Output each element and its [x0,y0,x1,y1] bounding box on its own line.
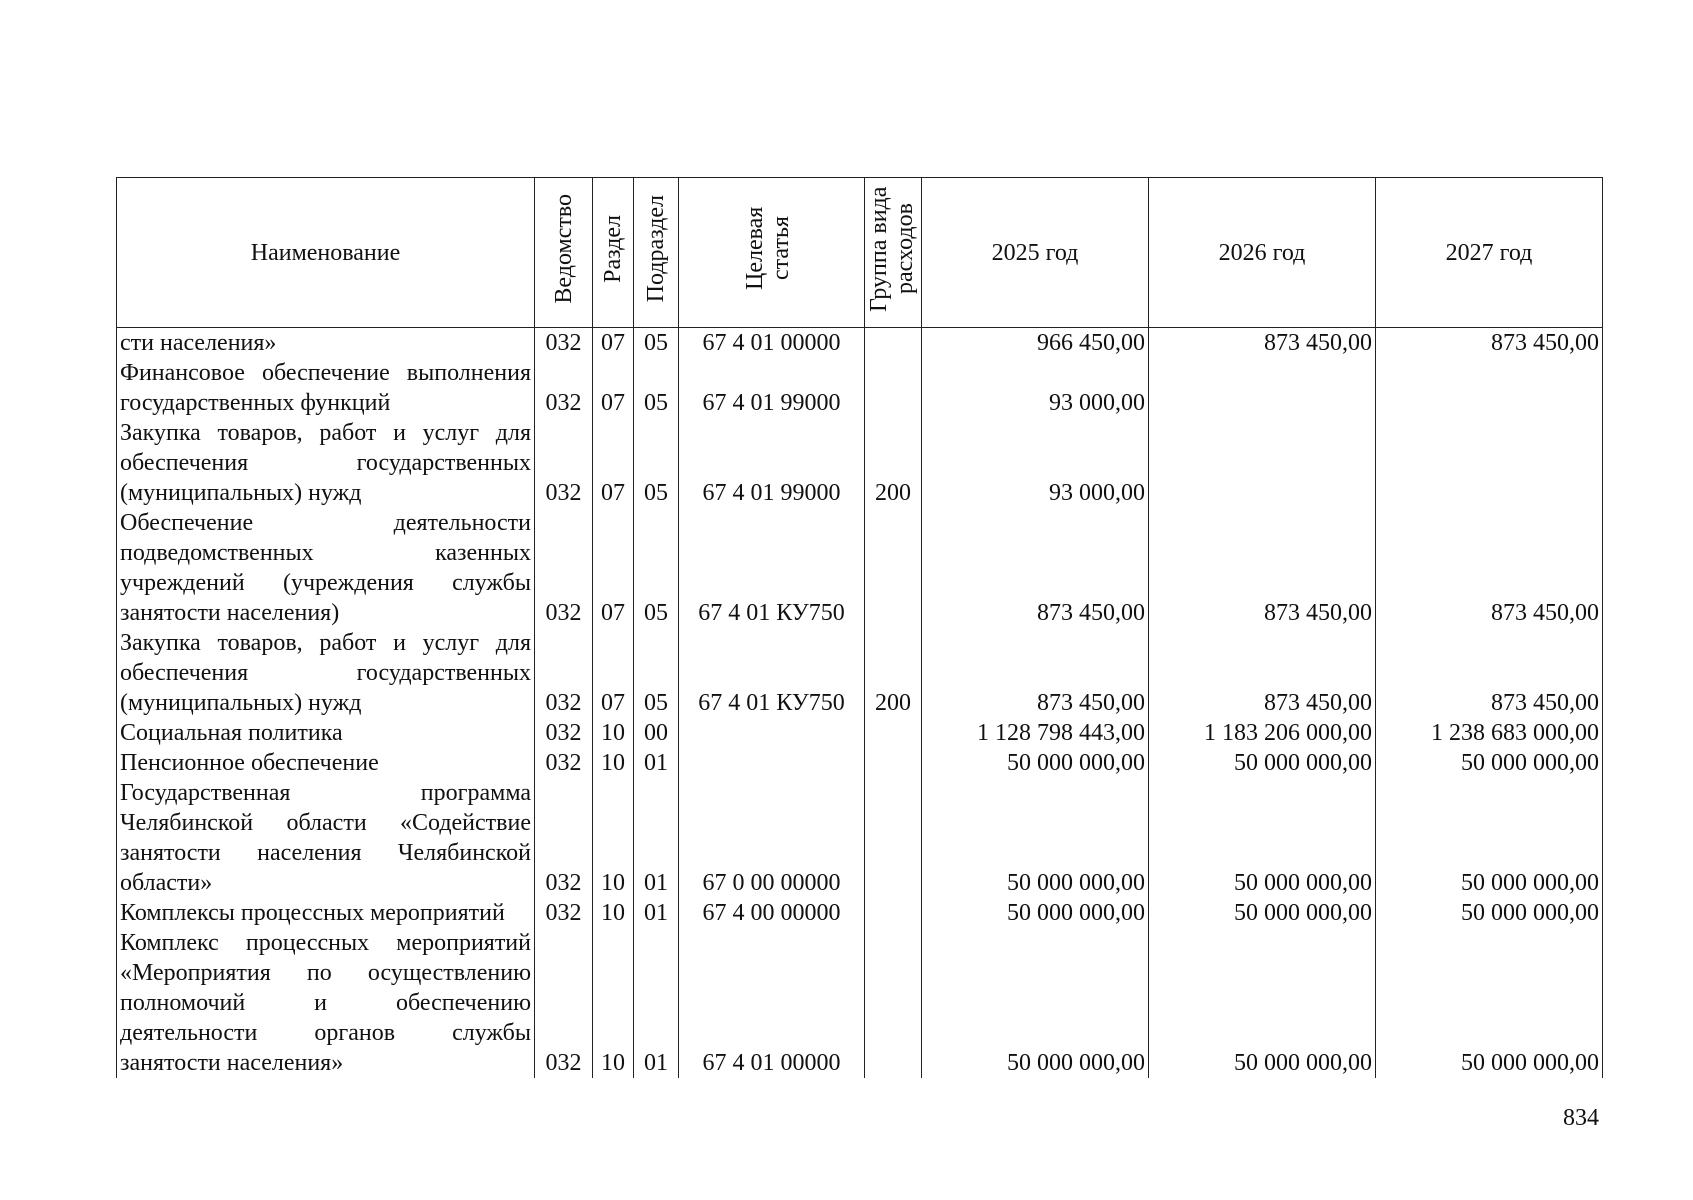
table-row [117,778,1603,898]
cell-gruppa [865,748,922,778]
cell-ved: 032 [535,508,593,628]
cell-gruppa [865,508,922,628]
cell-podrazdel: 01 [634,778,679,898]
header-name: Наименование [117,178,535,328]
cell-name: Финансовое обеспечение выполнения государственных функций [117,358,535,418]
cell-ved: 032 [535,898,593,928]
cell-ved: 032 [535,628,593,718]
header-2027: 2027 год [1376,178,1603,328]
cell-celevaya [679,718,865,748]
cell-y2025: 50 000 000,00 [922,898,1149,928]
cell-podrazdel: 05 [634,328,679,359]
cell-celevaya: 67 4 01 99000 [679,418,865,508]
cell-podrazdel: 05 [634,628,679,718]
cell-y2026: 873 450,00 [1149,628,1376,718]
cell-y2025: 966 450,00 [922,328,1149,359]
cell-gruppa [865,778,922,898]
table-row [117,418,1603,508]
cell-ved: 032 [535,748,593,778]
cell-y2025: 93 000,00 [922,358,1149,418]
cell-name: сти населения» [117,328,535,359]
table-row [117,898,1603,928]
header-gruppa [865,178,922,328]
cell-razdel: 07 [593,508,634,628]
table-row [117,718,1603,748]
table-row [117,748,1603,778]
cell-y2026: 50 000 000,00 [1149,748,1376,778]
cell-gruppa: 200 [865,418,922,508]
cell-y2025: 50 000 000,00 [922,928,1149,1078]
cell-y2025: 873 450,00 [922,628,1149,718]
cell-gruppa [865,898,922,928]
cell-razdel: 07 [593,418,634,508]
cell-ved: 032 [535,778,593,898]
cell-name: Социальная политика [117,718,535,748]
cell-y2025: 50 000 000,00 [922,748,1149,778]
cell-gruppa [865,928,922,1078]
cell-celevaya: 67 4 01 00000 [679,328,865,359]
cell-y2027: 50 000 000,00 [1376,898,1603,928]
cell-razdel: 10 [593,928,634,1078]
cell-celevaya: 67 4 01 КУ750 [679,508,865,628]
cell-name: Закупка товаров, работ и услуг для обеспечения государственных (муниципальных) нужд [117,418,535,508]
cell-y2027: 50 000 000,00 [1376,928,1603,1078]
cell-podrazdel: 05 [634,508,679,628]
cell-ved: 032 [535,928,593,1078]
cell-podrazdel: 00 [634,718,679,748]
cell-podrazdel: 01 [634,898,679,928]
cell-celevaya: 67 4 01 КУ750 [679,628,865,718]
cell-celevaya: 67 4 01 99000 [679,358,865,418]
cell-name: Комплексы процессных мероприятий [117,898,535,928]
cell-podrazdel: 01 [634,928,679,1078]
cell-y2027: 1 238 683 000,00 [1376,718,1603,748]
cell-y2027 [1376,358,1603,418]
cell-ved: 032 [535,418,593,508]
cell-gruppa [865,328,922,359]
cell-y2026: 873 450,00 [1149,508,1376,628]
table-row [117,628,1603,718]
cell-y2026: 50 000 000,00 [1149,778,1376,898]
cell-celevaya [679,748,865,778]
header-row [117,178,1603,328]
table-body [117,328,1603,1079]
cell-y2027 [1376,418,1603,508]
cell-y2027: 873 450,00 [1376,328,1603,359]
cell-y2026: 50 000 000,00 [1149,928,1376,1078]
cell-y2027: 50 000 000,00 [1376,778,1603,898]
budget-table [116,177,1603,1078]
header-celevaya [679,178,865,328]
header-gruppa-label: Группа вида расходов [866,185,918,312]
table-row [117,928,1603,1078]
cell-razdel: 07 [593,358,634,418]
cell-celevaya: 67 4 00 00000 [679,898,865,928]
cell-y2025: 1 128 798 443,00 [922,718,1149,748]
cell-podrazdel: 01 [634,748,679,778]
cell-podrazdel: 05 [634,358,679,418]
cell-podrazdel: 05 [634,418,679,508]
cell-y2026: 1 183 206 000,00 [1149,718,1376,748]
cell-y2025: 50 000 000,00 [922,778,1149,898]
cell-y2025: 93 000,00 [922,418,1149,508]
cell-ved: 032 [535,718,593,748]
page-number: 834 [1563,1105,1599,1131]
table-row [117,358,1603,418]
cell-ved: 032 [535,328,593,359]
cell-name: Обеспечение деятельности подведомственных казенных учреждений (учреждения службы занятости населения) [117,508,535,628]
cell-razdel: 07 [593,328,634,359]
header-razdel [593,178,634,328]
header-razdel-label: Раздел [600,214,626,283]
cell-name: Пенсионное обеспечение [117,748,535,778]
cell-celevaya: 67 4 01 00000 [679,928,865,1078]
cell-y2027: 873 450,00 [1376,628,1603,718]
header-celevaya-label: Целевая статья [741,206,794,291]
cell-name: Государственная программа Челябинской области «Содействие занятости населения Челябинской области» [117,778,535,898]
cell-name: Комплекс процессных мероприятий «Мероприятия по осуществлению полномочий и обеспечению деятельности органов службы занятости населения» [117,928,535,1078]
cell-gruppa [865,358,922,418]
header-2026: 2026 год [1149,178,1376,328]
cell-y2026 [1149,418,1376,508]
cell-y2026: 50 000 000,00 [1149,898,1376,928]
cell-razdel: 10 [593,778,634,898]
cell-y2026 [1149,358,1376,418]
cell-y2027: 873 450,00 [1376,508,1603,628]
cell-y2026: 873 450,00 [1149,328,1376,359]
cell-razdel: 07 [593,628,634,718]
header-ved-label: Ведомство [550,193,577,304]
cell-celevaya: 67 0 00 00000 [679,778,865,898]
cell-razdel: 10 [593,718,634,748]
header-2025: 2025 год [922,178,1149,328]
header-podrazdel [634,178,679,328]
cell-razdel: 10 [593,748,634,778]
cell-ved: 032 [535,358,593,418]
cell-y2027: 50 000 000,00 [1376,748,1603,778]
table-row [117,508,1603,628]
cell-razdel: 10 [593,898,634,928]
cell-gruppa: 200 [865,628,922,718]
cell-gruppa [865,718,922,748]
cell-name: Закупка товаров, работ и услуг для обеспечения государственных (муниципальных) нужд [117,628,535,718]
header-ved [535,178,593,328]
header-podrazdel-label: Подраздел [643,194,669,303]
table-row [117,328,1603,359]
cell-y2025: 873 450,00 [922,508,1149,628]
